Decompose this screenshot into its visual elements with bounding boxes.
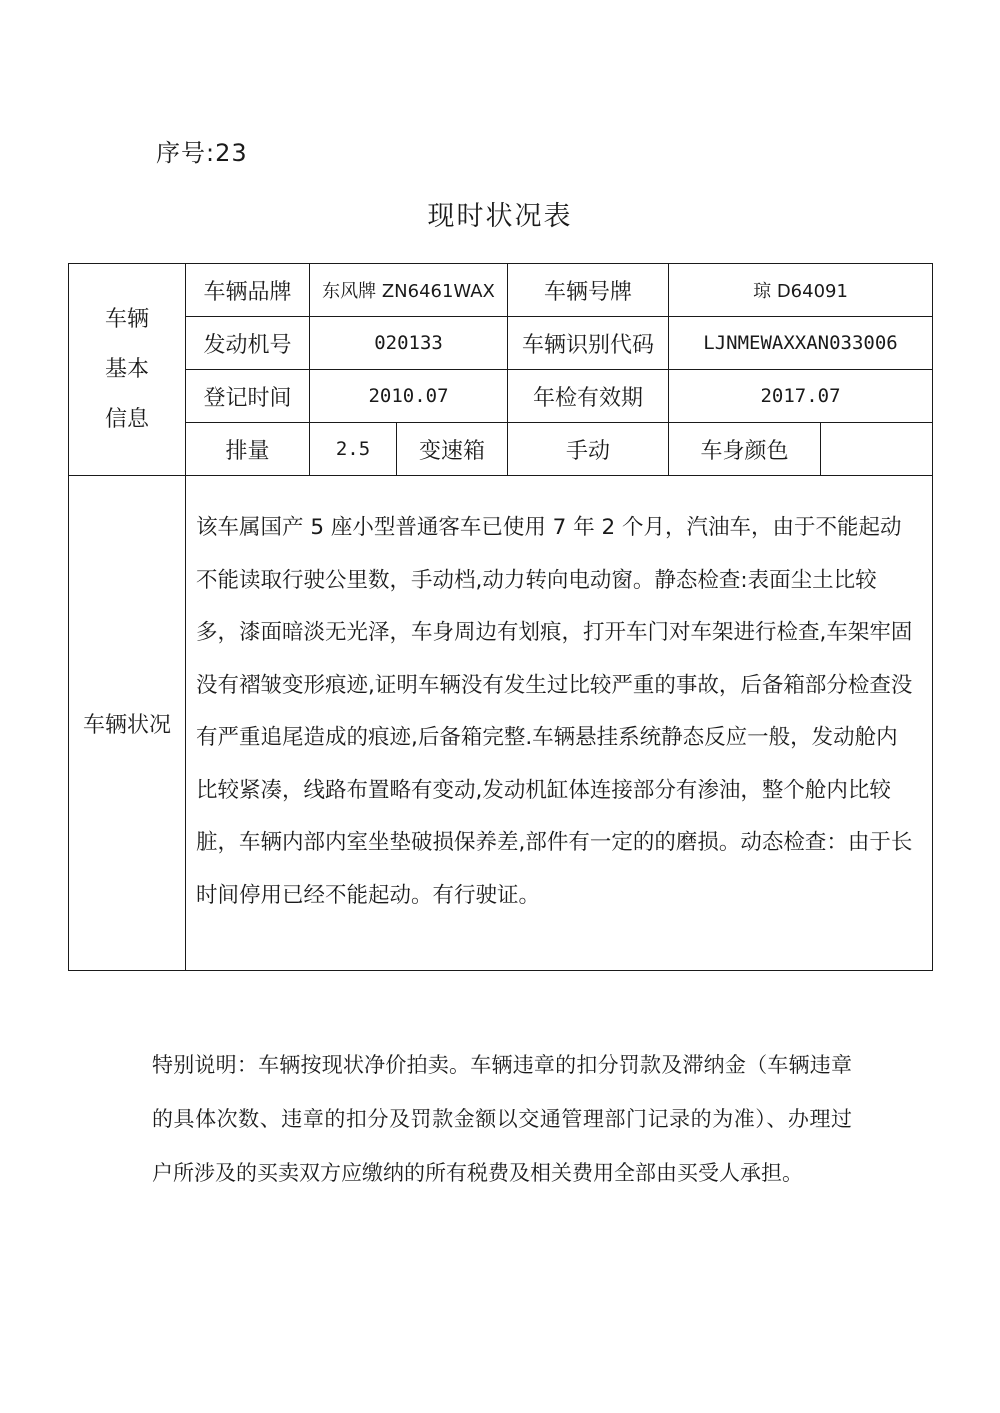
condition-text: 该车属国产 5 座小型普通客车已使用 7 年 2 个月，汽油车，由于不能起动不能读取行驶公里数，手动档,动力转向电动窗。静态检查:表面尘土比较多，漆面暗淡无光泽，车身周边有划痕，打开车门对车架进行检查,车架牢固没有褶皱变形痕迹,证明车辆没有发生过比较严重的事故，后备箱部分检查没有严重追尾造成的痕迹,后备箱完整.车辆悬挂系统静态反应一般，发动舱内比较紧凑，线路布置略有变动,发动机缸体连接部分有渗油，整个舱内比较脏，车辆内部内室坐垫破损保养差,部件有一定的的磨损。动态检查：由于长时间停用已经不能起动。有行驶证。 — [186, 476, 933, 971]
document-title: 现时状况表 — [427, 201, 573, 232]
register-label: 登记时间 — [186, 370, 310, 423]
engine-label: 发动机号 — [186, 317, 310, 370]
basic-info-section-label — [69, 264, 186, 476]
basic-info-label-line: 信息 — [104, 406, 149, 432]
displacement-value: 2.5 — [310, 423, 397, 476]
basic-info-label-line: 车辆 — [104, 306, 149, 332]
plate-value: 琼 D64091 — [669, 264, 933, 317]
vin-label: 车辆识别代码 — [508, 317, 669, 370]
register-value: 2010.07 — [310, 370, 508, 423]
engine-value: 020133 — [310, 317, 508, 370]
basic-info-label-line: 基本 — [104, 356, 149, 382]
brand-label: 车辆品牌 — [186, 264, 310, 317]
plate-label: 车辆号牌 — [508, 264, 669, 317]
gearbox-label: 变速箱 — [397, 423, 508, 476]
special-note: 特别说明：车辆按现状净价拍卖。车辆违章的扣分罚款及滞纳金（车辆违章的具体次数、违章的扣分及罚款金额以交通管理部门记录的为准）、办理过户所涉及的买卖双方应缴纳的所有税费及相关费用全部由买受人承担。 — [152, 1053, 852, 1185]
color-value — [821, 423, 933, 476]
condition-label: 车辆状况 — [69, 476, 186, 971]
displacement-label: 排量 — [186, 423, 310, 476]
gearbox-value: 手动 — [508, 423, 669, 476]
vin-value: LJNMEWAXXAN033006 — [669, 317, 933, 370]
serial-number: 序号:23 — [156, 139, 248, 167]
color-label: 车身颜色 — [669, 423, 821, 476]
brand-value: 东风牌 ZN6461WAX — [310, 264, 508, 317]
inspection-value: 2017.07 — [669, 370, 933, 423]
vehicle-status-table — [68, 263, 933, 971]
inspection-label: 年检有效期 — [508, 370, 669, 423]
